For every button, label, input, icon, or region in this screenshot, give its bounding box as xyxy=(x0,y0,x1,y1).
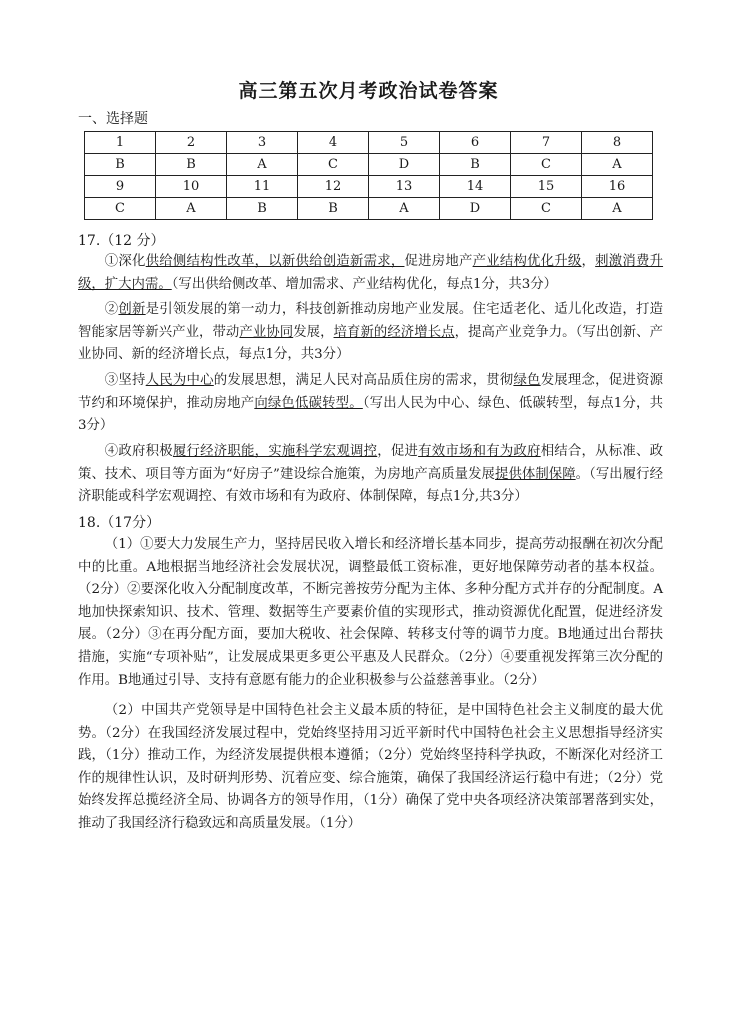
question-17-heading: 17.（12 分） xyxy=(78,233,165,249)
text: 相结合，从标准、政策、技术、项目等方面为“好房子”建设综合施策，为房地产高质量发展 xyxy=(78,444,664,482)
table-cell: 10 xyxy=(156,176,227,198)
text: ①深化 xyxy=(104,254,146,269)
q18-part-1: （1）①要大力发展生产力，坚持居民收入增长和经济增长基本同步，提高劳动报酬在初次分配中的比重。A地根据当地经济社会发展状况，调整最低工资标准，更好地保障劳动者的基本权益。（2分）②要深化收入分配制度改革，不断完善按劳分配为主体、多种分配方式并存的分配制度。A地加快探索知识、技术、管理、数据等生产要素价值的实现形式，推动资源优化配置，促进经济发展。（2分）③在再分配方面，要加大税收、社会保障、转移支付等的调节力度。B地通过出台帮扶措施，实施“专项补贴”，让发展成果更多更公平惠及人民群众。（2分）④要重视发挥第三次分配的作用。B地通过引导、支持有意愿有能力的企业积极参与公益慈善事业。（2分） xyxy=(78,537,663,688)
table-cell: 8 xyxy=(582,132,653,154)
text: 发展理念，促进资源节约和环境保护，推动房地产 xyxy=(78,373,664,411)
page-title: 高三第五次月考政治试卷答案 xyxy=(238,80,499,102)
table-cell: B xyxy=(227,198,298,220)
question-18-heading: 18.（17分） xyxy=(78,515,161,531)
table-cell: 6 xyxy=(440,132,511,154)
table-cell: A xyxy=(582,198,653,220)
underlined-text: 培育新的经济增长点 xyxy=(333,324,455,340)
text: 的发展思想，满足人民对高品质住房的需求，贯彻 xyxy=(213,373,514,388)
table-row xyxy=(85,132,653,154)
table-cell: D xyxy=(369,154,440,176)
text: 促进房地产 xyxy=(404,254,473,269)
underlined-text: 绿色 xyxy=(513,373,541,388)
text: ③坚持 xyxy=(104,373,146,388)
text: ，提高产业竞争力。（写出创新、产业协同、新的经济增长点，每点1分，共3分） xyxy=(78,324,664,363)
underlined-text: 向绿色低碳转型。 xyxy=(254,395,363,411)
table-cell: B xyxy=(156,154,227,176)
underlined-text: 有效市场和有为政府 xyxy=(418,444,541,459)
answer-table xyxy=(84,131,653,220)
q18-part-2: （2）中国共产党领导是中国特色社会主义最本质的特征，是中国特色社会主义制度的最大优势。（2分）在我国经济发展过程中，党始终坚持用习近平新时代中国特色社会主义思想指导经济实践，（1分）推动工作，为经济发展提供根本遵循；（2分）党始终坚持科学执政，不断深化对经济工作的规律性认识，及时研判形势、沉着应变、综合施策，确保了我国经济运行稳中有进；（2分）党始终发挥总揽经济全局、协调各方的领导作用，（1分）确保了党中央各项经济决策部署落到实处，推动了我国经济行稳致远和高质量发展。（1分） xyxy=(78,703,663,831)
table-cell: C xyxy=(511,198,582,220)
table-cell: 12 xyxy=(298,176,369,198)
text: ， xyxy=(581,254,596,269)
text: ，促进 xyxy=(377,444,419,459)
underlined-text: 人民为中心 xyxy=(145,373,214,388)
q17-point-3 xyxy=(78,370,663,438)
text: ④政府积极 xyxy=(104,444,173,459)
table-cell: C xyxy=(511,154,582,176)
text: 发展， xyxy=(293,324,334,340)
table-cell: B xyxy=(298,198,369,220)
underlined-text: 履行经济职能，实施科学宏观调控 xyxy=(172,444,378,459)
text: 是引领发展的第一动力，科技创新推动房地产业发展。住宅适老化、适儿化改造，打造智能家居等新兴产业，带动 xyxy=(78,302,664,340)
q17-point-2 xyxy=(78,299,663,367)
table-cell: B xyxy=(440,154,511,176)
q17-point-1 xyxy=(78,251,663,296)
table-row xyxy=(85,176,653,198)
section-heading-choice: 一、选择题 xyxy=(78,111,148,127)
underlined-text: 产业结构优化升级 xyxy=(472,254,582,269)
table-cell: 4 xyxy=(298,132,369,154)
table-cell: A xyxy=(582,154,653,176)
text: （写出供给侧改革、增加需求、产业结构优化，每点1分，共3分） xyxy=(171,276,558,292)
table-cell: 9 xyxy=(85,176,156,198)
table-cell: D xyxy=(440,198,511,220)
table-cell: 2 xyxy=(156,132,227,154)
table-cell: B xyxy=(85,154,156,176)
table-cell: 11 xyxy=(227,176,298,198)
underlined-text: 供给侧结构性改革，以新供给创造新需求， xyxy=(145,254,405,269)
text: （写出人民为中心、绿色、低碳转型，每点1分，共3分） xyxy=(78,395,663,434)
table-row xyxy=(85,198,653,220)
table-cell: 16 xyxy=(582,176,653,198)
q17-point-4 xyxy=(78,441,663,509)
text: ② xyxy=(104,302,119,317)
table-cell: 14 xyxy=(440,176,511,198)
underlined-text: 产业协同 xyxy=(239,324,294,340)
table-cell: C xyxy=(85,198,156,220)
table-cell: 13 xyxy=(369,176,440,198)
table-cell: 15 xyxy=(511,176,582,198)
text: 。（写出履行经济职能或科学宏观调控、有效市场和有为政府、体制保障，每点1分,共3分） xyxy=(78,466,663,505)
table-row xyxy=(85,154,653,176)
table-cell: A xyxy=(227,154,298,176)
underlined-text: 提供体制保障 xyxy=(495,466,576,482)
table-cell: 7 xyxy=(511,132,582,154)
table-cell: C xyxy=(298,154,369,176)
table-cell: 5 xyxy=(369,132,440,154)
underlined-text: 刺激消费升级，扩大内需。 xyxy=(78,254,664,292)
table-cell: 1 xyxy=(85,132,156,154)
table-cell: 3 xyxy=(227,132,298,154)
underlined-text: 创新 xyxy=(118,302,146,317)
table-cell: A xyxy=(156,198,227,220)
table-cell: A xyxy=(369,198,440,220)
